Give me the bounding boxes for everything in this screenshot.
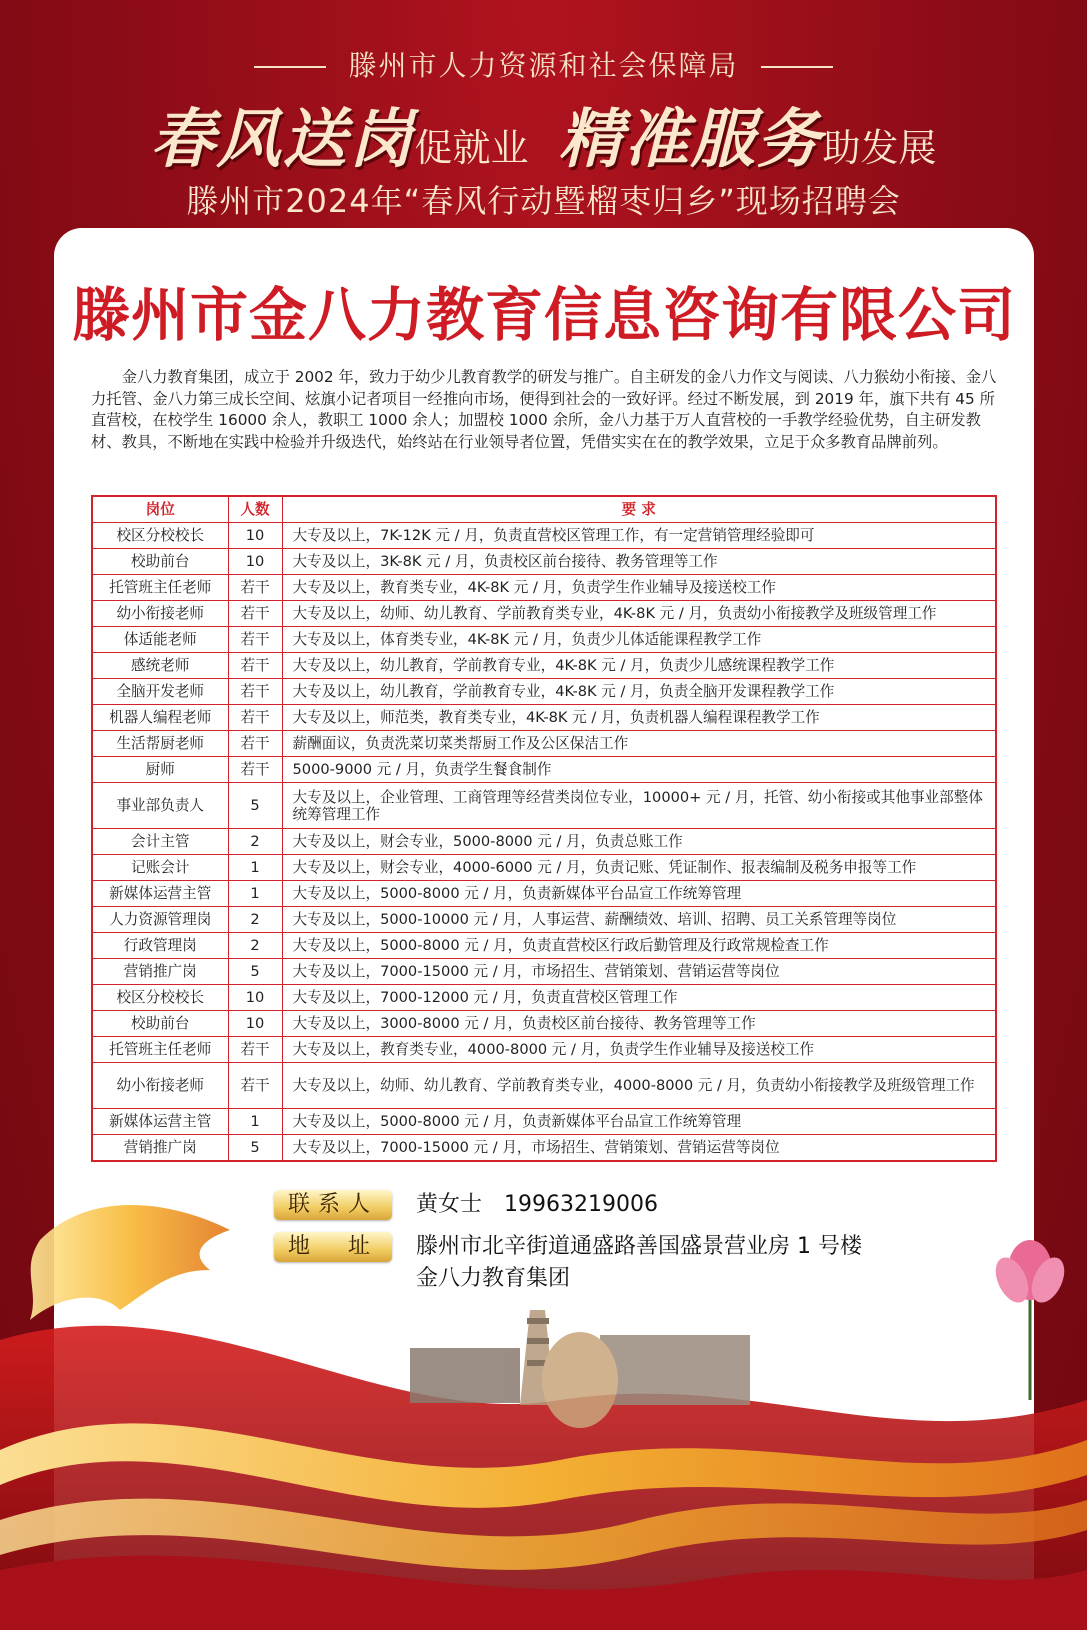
position-cell: 感统老师	[92, 653, 228, 679]
position-cell: 新媒体运营主管	[92, 881, 228, 907]
table-row	[92, 653, 996, 679]
table-row	[92, 1135, 996, 1162]
count-cell: 若干	[228, 1037, 282, 1063]
address-line-1: 滕州市北辛街道通盛路善国盛景营业房 1 号楼	[416, 1234, 862, 1259]
count-cell: 10	[228, 1011, 282, 1037]
position-cell: 全脑开发老师	[92, 679, 228, 705]
company-title: 滕州市金八力教育信息咨询有限公司	[71, 281, 1016, 349]
requirement-cell: 大专及以上，体育类专业，4K-8K 元 / 月，负责少儿体适能课程教学工作	[282, 627, 996, 653]
position-cell: 机器人编程老师	[92, 705, 228, 731]
table-row	[92, 1011, 996, 1037]
header-position: 岗位	[92, 496, 228, 523]
position-cell: 体适能老师	[92, 627, 228, 653]
position-cell: 生活帮厨老师	[92, 731, 228, 757]
count-cell: 若干	[228, 757, 282, 783]
contact-person-value: 黄女士 19963219006	[416, 1192, 658, 1217]
count-cell: 10	[228, 523, 282, 549]
slogan-text-2: 助发展	[822, 126, 937, 170]
count-cell: 若干	[228, 1063, 282, 1109]
dragon-icon	[30, 1205, 230, 1320]
count-cell: 若干	[228, 731, 282, 757]
table-row	[92, 855, 996, 881]
requirement-cell: 大专及以上，5000-8000 元 / 月，负责新媒体平台品宣工作统筹管理	[282, 1109, 996, 1135]
right-dash	[761, 66, 833, 68]
table-row	[92, 705, 996, 731]
requirement-cell: 大专及以上，财会专业，5000-8000 元 / 月，负责总账工作	[282, 829, 996, 855]
requirement-cell: 大专及以上，7K-12K 元 / 月，负责直营校区管理工作，有一定营销管理经验即可	[282, 523, 996, 549]
count-cell: 2	[228, 829, 282, 855]
position-cell: 事业部负责人	[92, 783, 228, 829]
count-cell: 5	[228, 783, 282, 829]
position-cell: 校助前台	[92, 1011, 228, 1037]
table-row	[92, 933, 996, 959]
address-line-2: 金八力教育集团	[416, 1266, 571, 1291]
slogan	[0, 88, 1087, 180]
table-row	[92, 549, 996, 575]
table-row	[92, 757, 996, 783]
table-row	[92, 959, 996, 985]
count-cell: 5	[228, 1135, 282, 1162]
position-cell: 记账会计	[92, 855, 228, 881]
requirement-cell: 大专及以上，幼儿教育，学前教育专业，4K-8K 元 / 月，负责少儿感统课程教学工作	[282, 653, 996, 679]
position-cell: 厨师	[92, 757, 228, 783]
requirement-cell: 大专及以上，财会专业，4000-6000 元 / 月，负责记账、凭证制作、报表编制及税务申报等工作	[282, 855, 996, 881]
count-cell: 10	[228, 985, 282, 1011]
requirement-cell: 大专及以上，3000-8000 元 / 月，负责校区前台接待、教务管理等工作	[282, 1011, 996, 1037]
table-row	[92, 829, 996, 855]
requirement-cell: 大专及以上，幼师、幼儿教育、学前教育类专业，4000-8000 元 / 月，负责幼小衔接教学及班级管理工作	[282, 1063, 996, 1109]
requirement-cell: 大专及以上，7000-15000 元 / 月，市场招生、营销策划、营销运营等岗位	[282, 1135, 996, 1162]
position-cell: 托管班主任老师	[92, 1037, 228, 1063]
intro-paragraph: 金八力教育集团，成立于 2002 年，致力于幼少儿教育教学的研发与推广。自主研发的金八力作文与阅读、八力猴幼小衔接、金八力托管、金八力第三成长空间、炫旗小记者项目一经推向市场，便得到社会的一致好评。经过不断发展，到 2019 年，旗下共有 45 所直营校，在校学生 16000 余人，教职工 1000 余人；加盟校 1000 余所，金八力基于万人直营校的一手教学经验优势，自主研发教材、教具，不断地在实践中检验并升级迭代，始终站在行业领导者位置，凭借实实在在的教学效果，立足于众多教育品牌前列。	[91, 368, 997, 451]
table-row	[92, 985, 996, 1011]
requirement-cell: 薪酬面议，负责洗菜切菜类帮厨工作及公区保洁工作	[282, 731, 996, 757]
table-row	[92, 907, 996, 933]
table-row	[92, 679, 996, 705]
table-row	[92, 601, 996, 627]
table-row	[92, 1063, 996, 1109]
jobs-table	[91, 495, 997, 1162]
requirement-cell: 大专及以上，幼儿教育，学前教育专业，4K-8K 元 / 月，负责全脑开发课程教学工作	[282, 679, 996, 705]
position-cell: 托管班主任老师	[92, 575, 228, 601]
count-cell: 若干	[228, 627, 282, 653]
position-cell: 营销推广岗	[92, 959, 228, 985]
count-cell: 10	[228, 549, 282, 575]
slogan-text-1: 促就业	[414, 126, 529, 170]
lotus-icon	[989, 1240, 1071, 1400]
requirement-cell: 大专及以上，7000-12000 元 / 月，负责直营校区管理工作	[282, 985, 996, 1011]
position-cell: 校区分校校长	[92, 523, 228, 549]
slogan-calligraphy-2: 精准服务	[558, 102, 823, 177]
company-intro	[91, 367, 997, 453]
organizer-line	[0, 44, 1087, 84]
table-row	[92, 575, 996, 601]
requirement-cell: 大专及以上，5000-10000 元 / 月，人事运营、薪酬绩效、培训、招聘、员工关系管理等岗位	[282, 907, 996, 933]
requirement-cell: 大专及以上，教育类专业，4K-8K 元 / 月，负责学生作业辅导及接送校工作	[282, 575, 996, 601]
count-cell: 2	[228, 933, 282, 959]
requirement-cell: 大专及以上，3K-8K 元 / 月，负责校区前台接待、教务管理等工作	[282, 549, 996, 575]
requirement-cell: 大专及以上，师范类，教育类专业，4K-8K 元 / 月，负责机器人编程课程教学工作	[282, 705, 996, 731]
count-cell: 若干	[228, 653, 282, 679]
table-row	[92, 881, 996, 907]
header-requirements: 要 求	[282, 496, 996, 523]
table-header-row	[92, 496, 996, 523]
count-cell: 2	[228, 907, 282, 933]
count-cell: 1	[228, 881, 282, 907]
address-label: 地 址	[274, 1232, 392, 1262]
count-cell: 若干	[228, 601, 282, 627]
position-cell: 人力资源管理岗	[92, 907, 228, 933]
count-cell: 1	[228, 1109, 282, 1135]
position-cell: 校助前台	[92, 549, 228, 575]
position-cell: 幼小衔接老师	[92, 601, 228, 627]
count-cell: 若干	[228, 575, 282, 601]
requirement-cell: 大专及以上，教育类专业，4000-8000 元 / 月，负责学生作业辅导及接送校工作	[282, 1037, 996, 1063]
position-cell: 校区分校校长	[92, 985, 228, 1011]
table-row	[92, 731, 996, 757]
organizer-text: 滕州市人力资源和社会保障局	[348, 49, 739, 82]
table-row	[92, 523, 996, 549]
count-cell: 5	[228, 959, 282, 985]
contact-person-label: 联系人	[274, 1190, 392, 1220]
left-dash	[254, 66, 326, 68]
table-row	[92, 1109, 996, 1135]
count-cell: 1	[228, 855, 282, 881]
position-cell: 营销推广岗	[92, 1135, 228, 1162]
position-cell: 新媒体运营主管	[92, 1109, 228, 1135]
event-title: 滕州市2024年“春风行动暨榴枣归乡”现场招聘会	[186, 182, 901, 220]
requirement-cell: 大专及以上，企业管理、工商管理等经营类岗位专业，10000+ 元 / 月，托管、幼小衔接或其他事业部整体统筹管理工作	[282, 783, 996, 829]
slogan-calligraphy-1: 春风送岗	[150, 102, 415, 177]
count-cell: 若干	[228, 705, 282, 731]
position-cell: 行政管理岗	[92, 933, 228, 959]
requirement-cell: 大专及以上，幼师、幼儿教育、学前教育类专业，4K-8K 元 / 月，负责幼小衔接教学及班级管理工作	[282, 601, 996, 627]
header-count: 人数	[228, 496, 282, 523]
requirement-cell: 大专及以上，7000-15000 元 / 月，市场招生、营销策划、营销运营等岗位	[282, 959, 996, 985]
count-cell: 若干	[228, 679, 282, 705]
table-row	[92, 1037, 996, 1063]
requirement-cell: 5000-9000 元 / 月，负责学生餐食制作	[282, 757, 996, 783]
table-row	[92, 627, 996, 653]
position-cell: 幼小衔接老师	[92, 1063, 228, 1109]
position-cell: 会计主管	[92, 829, 228, 855]
requirement-cell: 大专及以上，5000-8000 元 / 月，负责直营校区行政后勤管理及行政常规检查工作	[282, 933, 996, 959]
requirement-cell: 大专及以上，5000-8000 元 / 月，负责新媒体平台品宣工作统筹管理	[282, 881, 996, 907]
table-row	[92, 783, 996, 829]
